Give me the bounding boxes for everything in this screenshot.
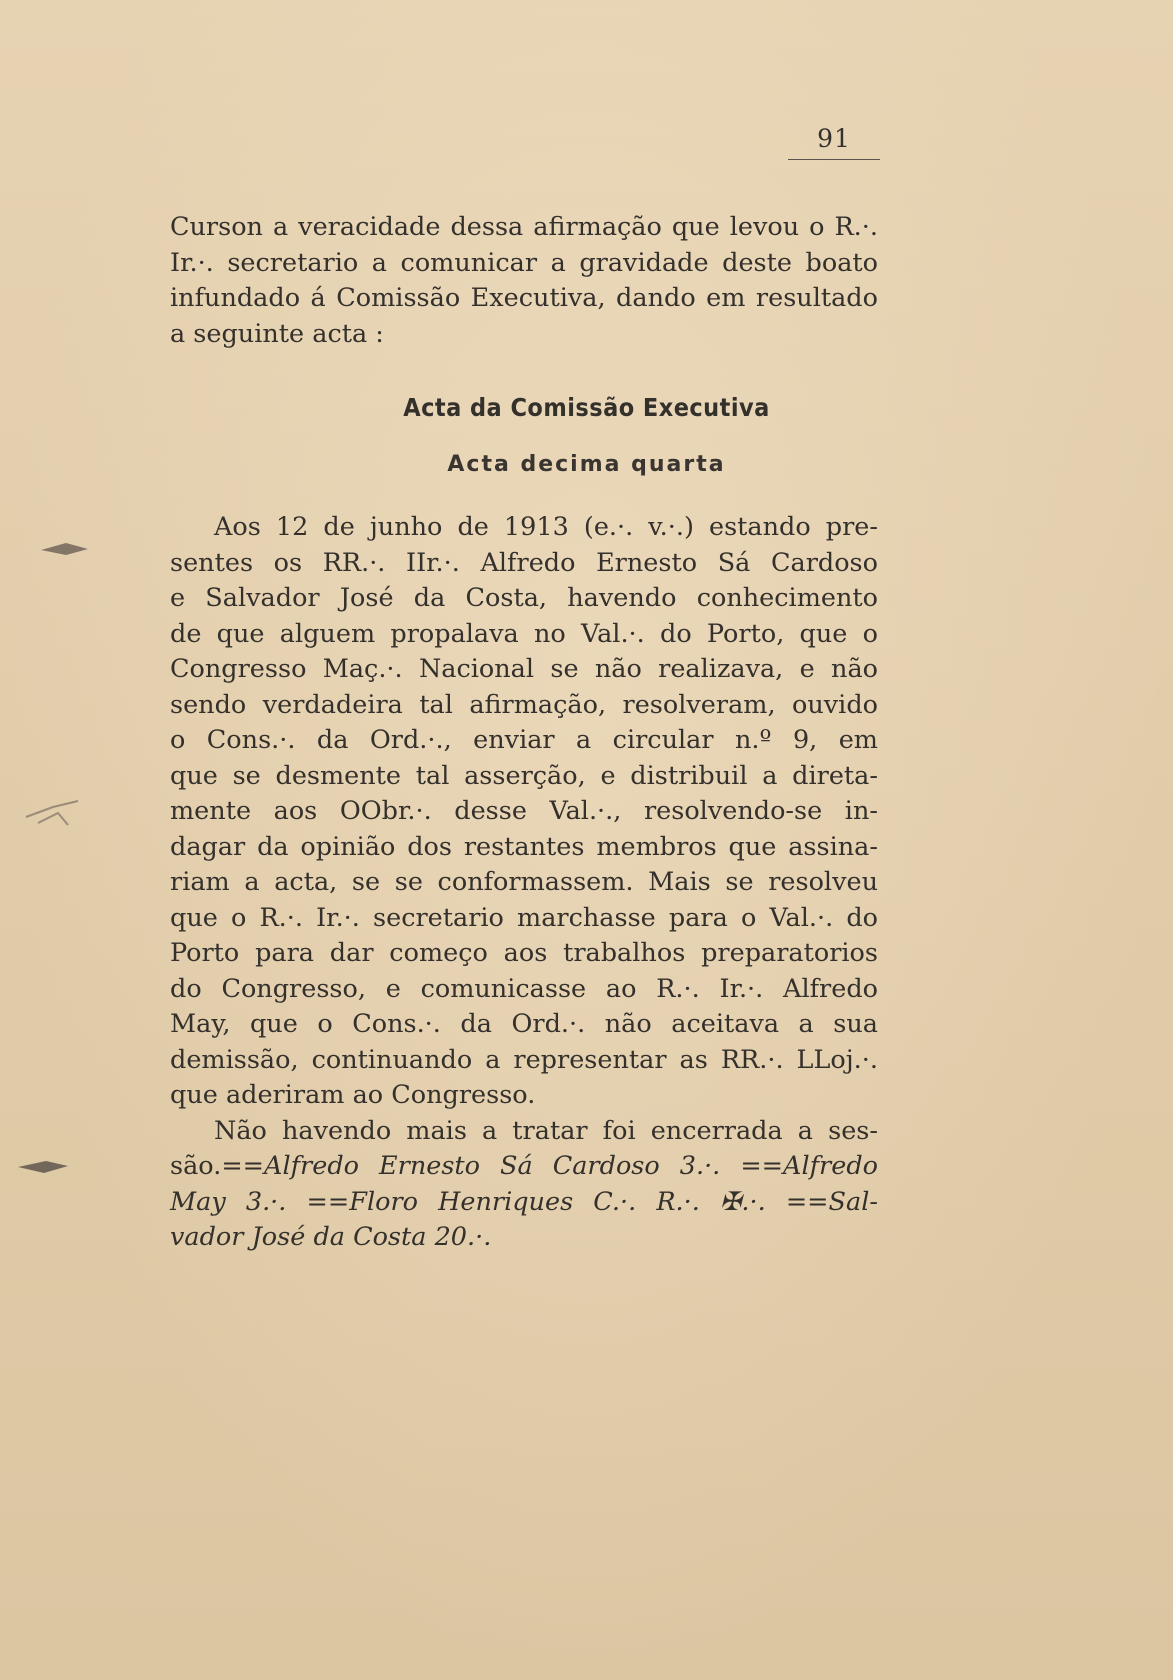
signature-line: [170, 1220, 878, 1256]
minutes-line: o Cons.·. da Ord.·., enviar a circular n.º 9, em: [170, 725, 878, 755]
signature-henriques: Floro Henriques C.·. R.·. ✠.·.: [349, 1186, 766, 1217]
minutes-line: dagar da opinião dos restantes membros que assina-: [170, 831, 878, 862]
signature-may-part: Alfredo: [783, 1151, 879, 1181]
minutes-line: Aos 12 de junho de 1913 (e.·. v.·.) estando pre-: [214, 512, 878, 542]
minutes-line: que o R.·. Ir.·. secretario marchasse para o Val.·. do: [170, 902, 878, 933]
section-subtitle: Acta decima quarta: [447, 452, 726, 477]
minutes-body: [170, 510, 878, 1256]
intro-line: Ir.·. secretario a comunicar a gravidade deste boato: [170, 247, 878, 278]
signature-line: [170, 1149, 878, 1185]
signature-separator: ==: [740, 1151, 784, 1181]
minutes-line: Congresso Maç.·. Nacional se não realizava, e não: [170, 654, 878, 684]
signature-separator: ==: [785, 1186, 829, 1217]
minutes-line: de que alguem propalava no Val.·. do Porto, que o: [170, 618, 878, 649]
minutes-line: e Salvador José da Costa, havendo conhecimento: [170, 583, 878, 613]
minutes-line: sentes os RR.·. IIr.·. Alfredo Ernesto Sá Cardoso: [170, 547, 878, 578]
minutes-line: que aderiram ao Congresso.: [170, 1080, 536, 1110]
minutes-line: Porto para dar começo aos trabalhos preparatorios: [170, 938, 878, 968]
minutes-line: do Congresso, e comunicasse ao R.·. Ir.·. Alfredo: [170, 973, 878, 1004]
intro-paragraph: [170, 210, 878, 352]
closing-line: Não havendo mais a tratar foi encerrada a ses-: [214, 1115, 878, 1146]
signature-costa-rest: vador José da Costa 20.·.: [170, 1222, 492, 1252]
closing-prefix: são.: [170, 1151, 222, 1181]
signature-sa-cardoso: Alfredo Ernesto Sá Cardoso 3.·.: [264, 1151, 721, 1181]
signature-line: [170, 1185, 878, 1221]
signature-costa-part: Sal-: [828, 1186, 878, 1217]
page-number: 91: [788, 124, 880, 160]
intro-line: a seguinte acta :: [170, 318, 384, 349]
intro-line: infundado á Comissão Executiva, dando em resultado: [170, 283, 878, 313]
margin-mark-3: [14, 1153, 74, 1183]
section-title: Acta da Comissão Executiva: [403, 393, 770, 422]
minutes-line: sendo verdadeira tal afirmação, resolveram, ouvido: [170, 689, 878, 720]
signature-may-rest: May 3.·.: [170, 1186, 287, 1217]
minutes-line: mente aos OObr.·. desse Val.·., resolvendo-se in-: [170, 796, 878, 826]
signature-separator: ==: [221, 1151, 265, 1181]
intro-line: Curson a veracidade dessa afirmação que levou o R.·.: [170, 212, 878, 242]
margin-mark-1: [36, 535, 96, 565]
minutes-line: demissão, continuando a representar as RR.·. LLoj.·.: [170, 1044, 878, 1075]
minutes-line: May, que o Cons.·. da Ord.·. não aceitava a sua: [170, 1009, 878, 1039]
signature-separator: ==: [306, 1186, 350, 1217]
minutes-line: riam a acta, se se conformassem. Mais se resolveu: [170, 867, 878, 897]
margin-mark-2: [18, 795, 88, 835]
minutes-line: que se desmente tal asserção, e distribuil a direta-: [170, 760, 878, 791]
